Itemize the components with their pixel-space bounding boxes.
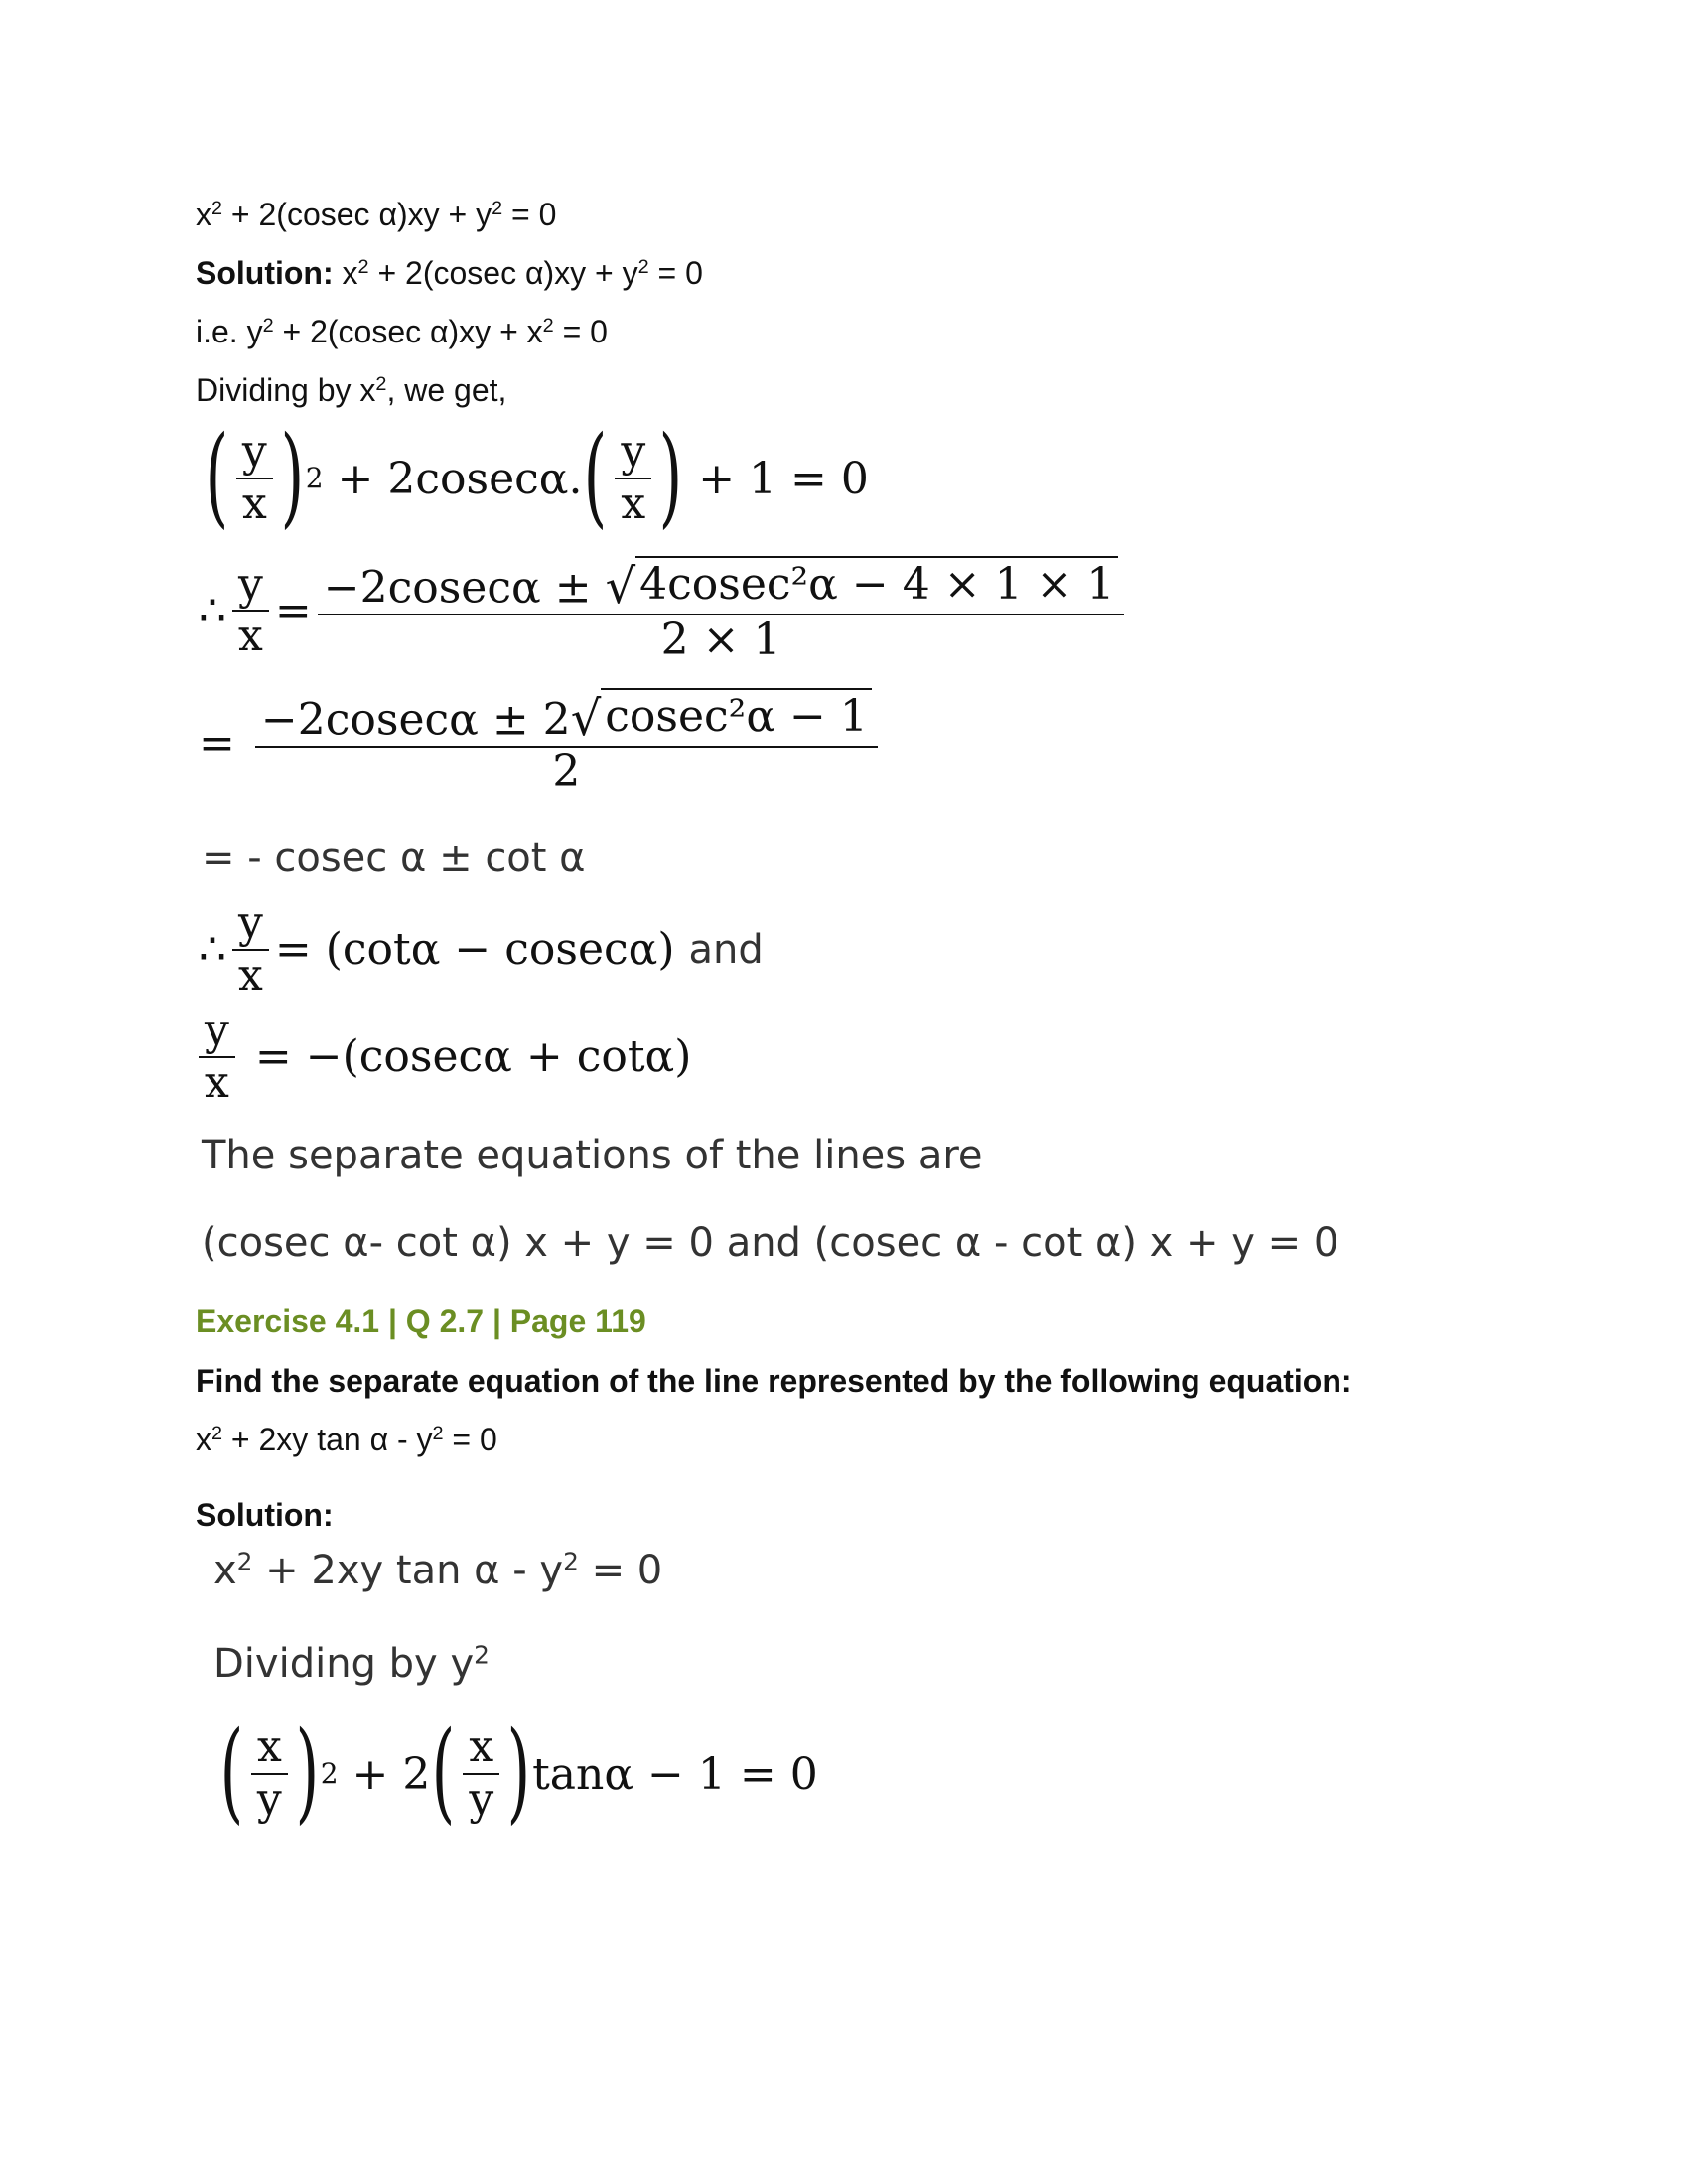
- ie-line: i.e. $y^2 + 2(cosec$ $\alpha)xy + x^2 = 0$: [196, 314, 608, 349]
- equation-main: $x^2 + 2(cosec$ $\alpha)xy + y^2 = 0$: [196, 197, 557, 232]
- solution-label: Solution:: [196, 255, 334, 291]
- cosec-cot-line: = - cosec α ± cot α: [202, 835, 586, 881]
- dividing-line: Dividing by $x^2$, we get,: [196, 372, 507, 408]
- solution2-equation: $x^2 + 2xy$ $\tan \alpha - y^2 = 0$: [213, 1547, 663, 1593]
- question-text: Find the separate equation of the line represented by the following equation:: [196, 1363, 1352, 1399]
- question-equation: $x^2 + 2xy$ $\tan \alpha - y^2 = 0$: [196, 1422, 497, 1457]
- solution2-label: Solution:: [196, 1497, 334, 1533]
- math-equation-6: ( $\frac{x}{y}$ ) 2 + 2 ( $\frac{x}{y}$ ) tanα − 1 = 0: [219, 1707, 818, 1835]
- dividing2-line: Dividing by $y^2$: [213, 1640, 490, 1687]
- math-equation-4: ∴ $\frac{y}{x}$ = (cotα − cosecα) and: [199, 897, 764, 1001]
- solution-line: Solution: $x^2 + 2(cosec$ $\alpha)xy + y^2 = 0$: [196, 255, 703, 291]
- final-equations-line: (cosec α- cot α) x + y = 0 and (cosec α - cot α) x + y = 0: [202, 1220, 1339, 1266]
- math-equation-2: ∴ $\frac{y}{x}$ = −2cosecα ± √ 4cosec²α − 4 × 1 × 1 2 × 1: [199, 556, 1130, 666]
- math-equation-5: $\frac{y}{x}$ = −(cosecα + cotα): [199, 1006, 691, 1108]
- separate-equations-line: The separate equations of the lines are: [202, 1133, 983, 1178]
- exercise-heading: Exercise 4.1 | Q 2.7 | Page 119: [196, 1303, 646, 1339]
- math-equation-1: ( $\frac{y}{x}$ ) 2 + 2cosecα. ( $\frac{y}{x}$ ) + 1 = 0: [205, 412, 869, 539]
- math-equation-3: = −2cosecα ± 2 √ cosec²α − 1 2: [199, 688, 884, 798]
